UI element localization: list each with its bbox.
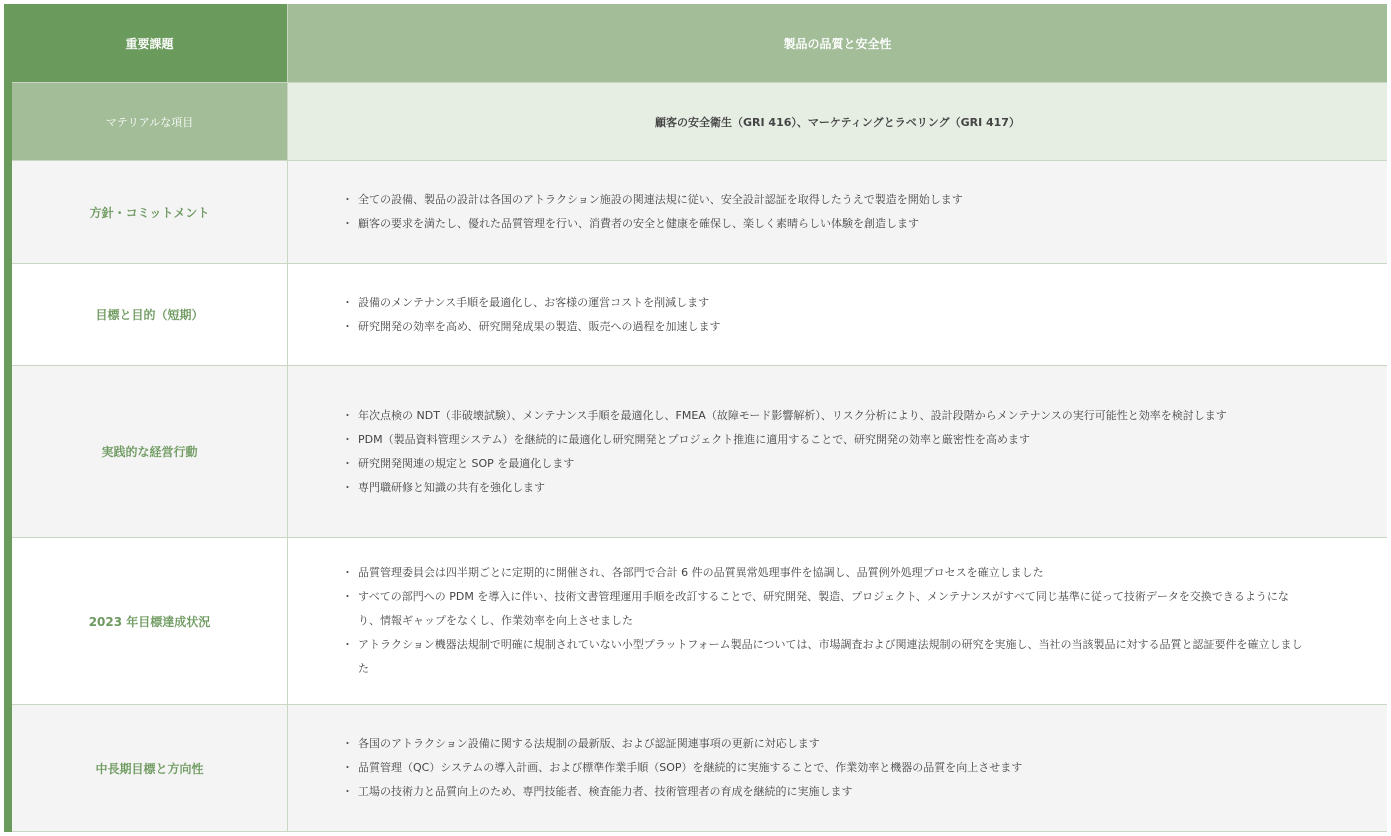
- row-label: 2023 年目標達成状況: [88, 614, 211, 629]
- row-label: 実践的な経営行動: [101, 445, 198, 459]
- header-left-label: 重要課題: [125, 36, 174, 51]
- list-item: ・ 品質管理（QC）システムの導入計画、および標準作業手順（SOP）を継続的に実施することで、作業効率と機器の品質を向上させます: [344, 756, 1307, 780]
- header-row: [12, 4, 1387, 83]
- bullet-list: [344, 188, 1307, 236]
- bullet-list: [344, 291, 1307, 339]
- row-content-cell: [288, 264, 1387, 365]
- list-item: ・ 年次点検の NDT（非破壊試験）、メンテナンス手順を最適化し、FMEA（故障モード影響解析）、リスク分析により、設計段階からメンテナンスの実行可能性と効率を検討します: [344, 404, 1307, 428]
- material-left-cell: [12, 83, 288, 160]
- list-item: ・ すべての部門への PDM を導入に伴い、技術文書管理運用手順を改訂することで、研究開発、製造、プロジェクト、メンテナンスがすべて同じ基準に従って技術データを交換できるようになり、情報ギャップをなくし、作業効率を向上させました: [344, 585, 1307, 633]
- material-right-label: 顧客の安全衛生（GRI 416）、マーケティングとラベリング（GRI 417）: [655, 115, 1020, 129]
- header-left-cell: [12, 4, 288, 82]
- material-left-label: マテリアルな項目: [105, 115, 194, 129]
- row-label: 目標と目的（短期）: [95, 308, 204, 322]
- bullet-list: [344, 561, 1307, 681]
- list-item: ・ 全ての設備、製品の設計は各国のアトラクション施設の関連法規に従い、安全設計認証を取得したうえで製造を開始します: [344, 188, 1307, 212]
- list-item: ・ 研究開発関連の規定と SOP を最適化します: [344, 452, 1307, 476]
- material-row: [12, 83, 1387, 161]
- row-content-cell: [288, 366, 1387, 537]
- short-term-goals-row: [12, 264, 1387, 366]
- row-label-cell: [12, 264, 288, 365]
- material-right-cell: [288, 83, 1387, 160]
- row-content-cell: [288, 161, 1387, 263]
- list-item: ・ 各国のアトラクション設備に関する法規制の最新版、および認証関連事項の更新に対応します: [344, 732, 1307, 756]
- bullet-list: [344, 732, 1307, 804]
- bullet-list: [344, 404, 1307, 500]
- row-label-cell: [12, 161, 288, 263]
- quality-safety-table: [4, 4, 1387, 832]
- management-actions-row: [12, 366, 1387, 538]
- row-label-cell: [12, 538, 288, 704]
- row-content-cell: [288, 705, 1387, 831]
- list-item: ・ アトラクション機器法規制で明確に規制されていない小型プラットフォーム製品については、市場調査および関連法規制の研究を実施し、当社の当該製品に対する品質と認証要件を確立しました: [344, 633, 1307, 681]
- policy-row: [12, 161, 1387, 264]
- list-item: ・ 専門職研修と知識の共有を強化します: [344, 476, 1307, 500]
- list-item: ・ 工場の技術力と品質向上のため、専門技能者、検査能力者、技術管理者の育成を継続的に実施します: [344, 780, 1307, 804]
- achievement-2023-row: [12, 538, 1387, 705]
- row-label-cell: [12, 366, 288, 537]
- list-item: ・ 設備のメンテナンス手順を最適化し、お客様の運営コストを削減します: [344, 291, 1307, 315]
- list-item: ・ 品質管理委員会は四半期ごとに定期的に開催され、各部門で合計 6 件の品質異常処理事件を協調し、品質例外処理プロセスを確立しました: [344, 561, 1307, 585]
- header-right-label: 製品の品質と安全性: [783, 36, 892, 51]
- list-item: ・ 研究開発の効率を高め、研究開発成果の製造、販売への過程を加速します: [344, 315, 1307, 339]
- row-content-cell: [288, 538, 1387, 704]
- row-label-cell: [12, 705, 288, 831]
- list-item: ・ PDM（製品資料管理システム）を継続的に最適化し研究開発とプロジェクト推進に適用することで、研究開発の効率と厳密性を高めます: [344, 428, 1307, 452]
- row-label: 中長期目標と方向性: [95, 761, 204, 776]
- row-label: 方針・コミットメント: [89, 205, 210, 220]
- mid-long-term-row: [12, 705, 1387, 832]
- list-item: ・ 顧客の要求を満たし、優れた品質管理を行い、消費者の安全と健康を確保し、楽しく素晴らしい体験を創造します: [344, 212, 1307, 236]
- header-right-cell: [288, 4, 1387, 82]
